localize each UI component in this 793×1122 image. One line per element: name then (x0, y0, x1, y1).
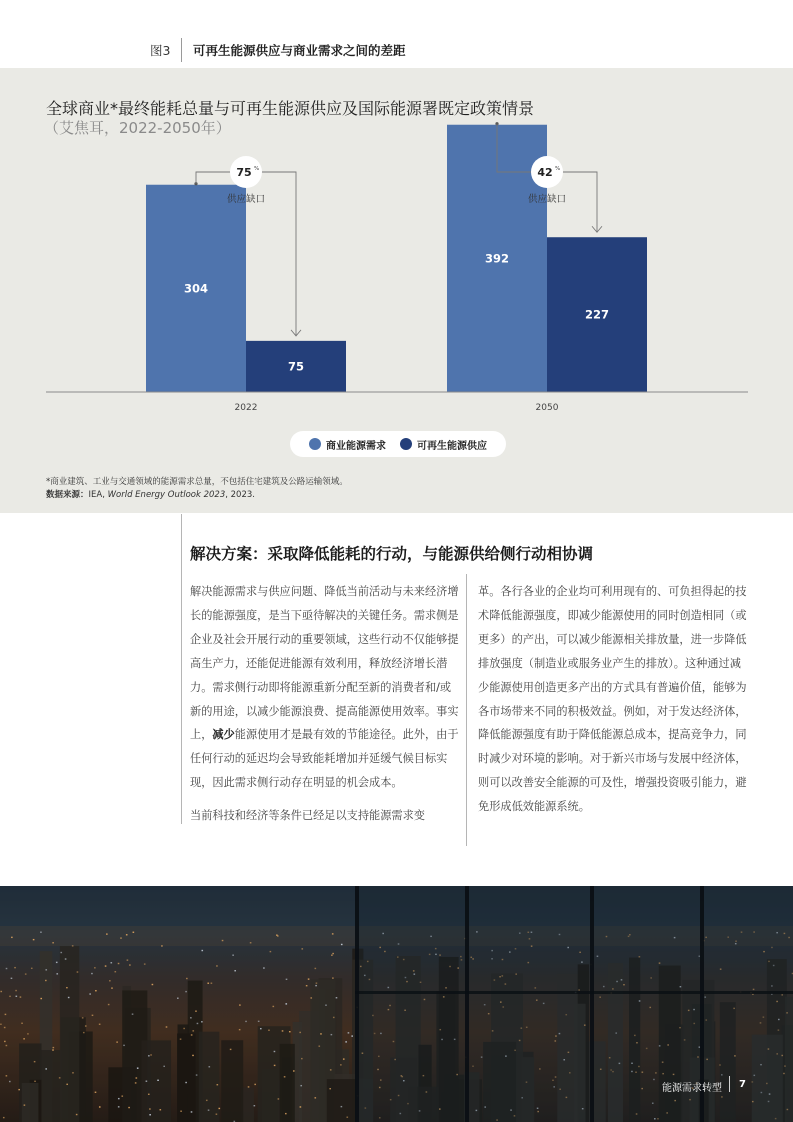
gap-percent-value: 42 (537, 166, 553, 179)
source-title: World Energy Outlook 2023 (107, 490, 226, 500)
gap-percent-unit: % (254, 166, 260, 172)
gap-percent-value: 75 (236, 166, 252, 179)
chart-footnote: *商业建筑、工业与交通领域的能源需求总量，不包括住宅建筑及公路运输领域。 (46, 477, 348, 487)
figure-header-divider (181, 38, 182, 62)
gap-label: 供应缺口 (527, 194, 567, 205)
page-number: 7 (739, 1079, 746, 1090)
text-column-left (190, 580, 462, 828)
figure-title: 可再生能源供应与商业需求之间的差距 (193, 43, 406, 58)
paragraph: 当前科技和经济等条件已经足以支持能源需求变 (190, 809, 425, 823)
section-heading: 解决方案：采取降低能耗的行动，与能源供给侧行动相协调 (190, 545, 594, 563)
legend-label-demand: 商业能源需求 (326, 440, 386, 452)
emphasis-text: 减少 (212, 728, 235, 742)
chart-legend (290, 431, 506, 457)
figure-header (0, 0, 793, 68)
footer-divider (729, 1076, 730, 1092)
source-year: , 2023. (225, 490, 255, 500)
paragraph (190, 580, 462, 795)
paragraph-text: 解决能源需求与供应问题、降低当前活动与未来经济增长的能源强度，是当下亟待解决的关键任务。需求侧是企业及社会开展行动的重要领域，这些行动不仅能够提高生产力，还能促进能源有效利用，释放经济增长潜力。需求侧行动即将能源重新分配至新的消费者和/或新的用途，以减少能源浪费、提高能源使用效率。事实上， (190, 585, 459, 742)
x-tick-label: 2050 (535, 403, 559, 413)
legend-label-supply: 可再生能源供应 (417, 440, 487, 452)
source-org: IEA, (88, 490, 108, 500)
chart-panel (0, 68, 793, 513)
gap-label: 供应缺口 (226, 194, 266, 205)
text-column-right (478, 580, 750, 819)
bar-value-label: 304 (183, 281, 209, 296)
chart-source (46, 488, 255, 500)
chart-subtitle: （艾焦耳，2022-2050年） (44, 119, 231, 137)
paragraph: 革。各行各业的企业均可利用现有的、可负担得起的技术降低能源强度，即减少能源使用的同时创造相同（或更多）的产出，可以减少能源相关排放量，进一步降低排放强度（制造业或服务业产生的排放）。这种通过减少能源使用创造更多产出的方式具有普遍价值，能够为各市场带来不同的积极效益。例如，对于发达经济体，降低能源强度有助于降低能源总成本，提高竞争力，同时减少对环境的影响。对于新兴市场与发展中经济体，则可以改善安全能源的可及性，增强投资吸引能力，避免形成低效能源系统。 (478, 585, 747, 814)
source-label: 数据来源： (46, 490, 89, 500)
section-left-rule (181, 514, 182, 824)
x-tick-label: 2022 (234, 403, 258, 413)
bar-value-label: 392 (484, 251, 510, 266)
legend-item-demand (309, 437, 386, 452)
bar-value-label: 75 (287, 359, 305, 374)
column-divider (466, 574, 467, 846)
legend-swatch-supply (400, 438, 412, 450)
footer-label: 能源需求转型 (662, 1083, 722, 1094)
gap-percent-unit: % (555, 166, 561, 172)
chart-title: 全球商业*最终能耗总量与可再生能源供应及国际能源署既定政策情景 (46, 99, 535, 118)
legend-item-supply (400, 437, 487, 452)
legend-swatch-demand (309, 438, 321, 450)
paragraph-text: 能源使用才是最有效的节能途径。此外，由于任何行动的延迟均会导致能耗增加并延缓气候目标实现，因此需求侧行动存在明显的机会成本。 (190, 728, 459, 790)
figure-number: 图3 (150, 43, 171, 58)
bar-value-label: 227 (584, 307, 610, 322)
